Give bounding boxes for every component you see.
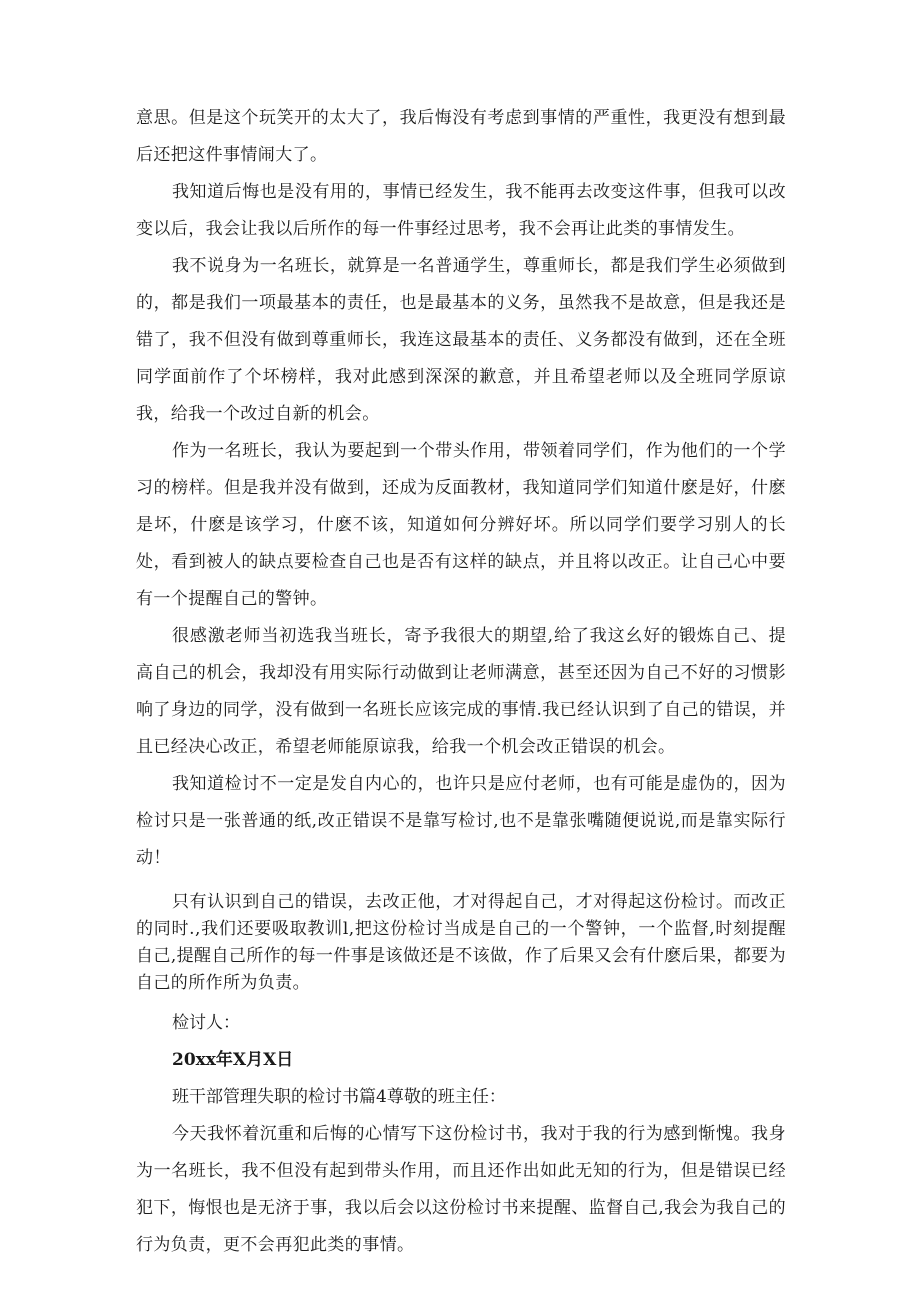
- section-title: 班干部管理失职的检讨书篇4尊敬的班主任：: [172, 1087, 506, 1107]
- date-line: 20xx年X月X日: [172, 1050, 294, 1070]
- paragraph-3: 我不说身为一名班长，就算是一名普通学生，尊重师长，都是我们学生必须做到的，都是我们一项最基本的责任，也是最基本的义务，虽然我不是故意，但是我还是错了，我不但没有做到尊重师长，我连这最基本的责任、义务都没有做到，还在全班同学面前作了个坏榜样，我对此感到深深的歉意，并且希望老师以及全班同学原谅我，给我一个改过自新的机会。: [136, 256, 786, 424]
- paragraph-7: 只有认识到自己的错误，去改正他，才对得起自己，才对得起这份检讨。而改正的同时.,我们还要吸取教训l,把这份检讨当成是自己的一个警钟，一个监督,时刻提醒自己,提醒自己所作的每一件事是该做还是不该做，作了后果又会有什麽后果，都要为自己的所作所为负责。: [136, 892, 786, 993]
- paragraph-6: 我知道检讨不一定是发自内心的，也许只是应付老师，也有可能是虚伪的，因为检讨只是一张普通的纸,改正错误不是靠写检讨,也不是靠张嘴随便说说,而是靠实际行动！: [136, 774, 786, 868]
- signature-label: 检讨人：: [172, 1013, 240, 1033]
- paragraph-5: 很感激老师当初选我当班长，寄予我很大的期望,给了我这幺好的锻炼自己、提高自己的机会，我却没有用实际行动做到让老师满意，甚至还因为自己不好的习惯影响了身边的同学，没有做到一名班长应该完成的事情.我已经认识到了自己的错误，并且已经决心改正，希望老师能原谅我，给我一个机会改正错误的机会。: [136, 626, 786, 757]
- paragraph-4: 作为一名班长，我认为要起到一个带头作用，带领着同学们，作为他们的一个学习的榜样。但是我并没有做到，还成为反面教材，我知道同学们知道什麽是好，什麽是坏，什麽是该学习，什麽不该，知道如何分辨好坏。所以同学们要学习别人的长处，看到被人的缺点要检查自己也是否有这样的缺点，并且将以改正。让自己心中要有一个提醒自己的警钟。: [136, 441, 786, 609]
- paragraph-1: 意思。但是这个玩笑开的太大了，我后悔没有考虑到事情的严重性，我更没有想到最后还把这件事情闹大了。: [136, 108, 786, 165]
- final-paragraph: 今天我怀着沉重和后悔的心情写下这份检讨书，我对于我的行为感到惭愧。我身为一名班长，我不但没有起到带头作用，而且还作出如此无知的行为，但是错误已经犯下，悔恨也是无济于事，我以后会以这份检讨书来提醒、监督自己,我会为我自己的行为负责，更不会再犯此类的事情。: [136, 1124, 786, 1255]
- document-body: [136, 100, 786, 1264]
- paragraph-2: 我知道后悔也是没有用的，事情已经发生，我不能再去改变这件事，但我可以改变以后，我会让我以后所作的每一件事经过思考，我不会再让此类的事情发生。: [136, 182, 786, 239]
